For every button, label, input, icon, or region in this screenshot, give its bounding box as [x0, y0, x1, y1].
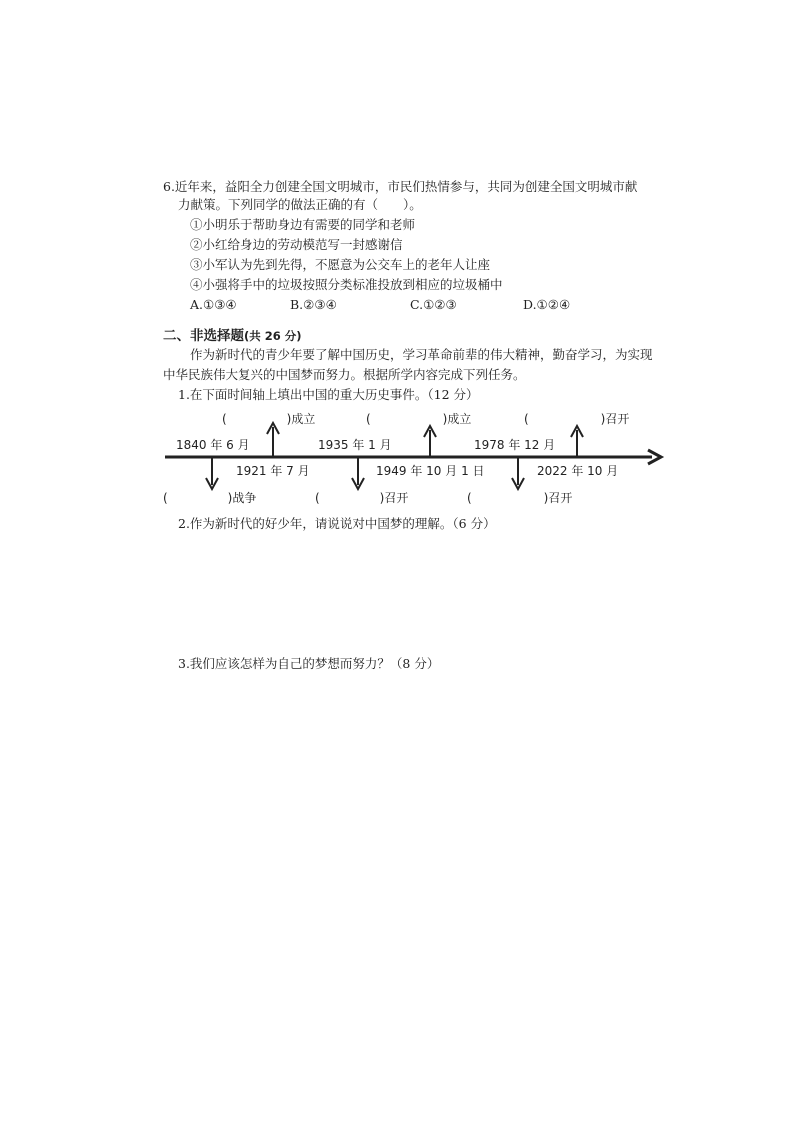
timeline-date-1935: 1935 年 1 月 [318, 438, 392, 452]
q6-stem-line1: 6.近年来，益阳全力创建全国文明城市，市民们热情参与，共同为创建全国文明城市献 [163, 179, 638, 194]
q6-item-4: ④小强将手中的垃圾按照分类标准投放到相应的垃圾桶中 [190, 277, 503, 292]
timeline-top-blank-2: ( )成立 [366, 412, 472, 426]
q6-option-b: B.②③④ [290, 297, 337, 312]
q6-option-d: D.①②④ [523, 297, 571, 312]
timeline-date-1840: 1840 年 6 月 [176, 438, 250, 452]
question-3: 3.我们应该怎样为自己的梦想而努力？（8 分） [178, 656, 440, 671]
timeline-date-1978: 1978 年 12 月 [474, 438, 556, 452]
timeline-date-1921: 1921 年 7 月 [236, 464, 310, 478]
question-1: 1.在下面时间轴上填出中国的重大历史事件。（12 分） [178, 387, 479, 402]
question-2: 2.作为新时代的好少年，请说说对中国梦的理解。（6 分） [178, 516, 496, 531]
timeline-bottom-blank-1: ( )战争 [163, 491, 257, 505]
q6-item-3: ③小军认为先到先得，不愿意为公交车上的老年人让座 [190, 257, 491, 272]
section2-intro-line2: 中华民族伟大复兴的中国梦而努力。根据所学内容完成下列任务。 [163, 367, 526, 382]
q6-item-1: ①小明乐于帮助身边有需要的同学和老师 [190, 217, 416, 232]
timeline-bottom-blank-2: ( )召开 [315, 491, 409, 505]
timeline-date-2022: 2022 年 10 月 [537, 464, 619, 478]
q6-option-a: A.①③④ [190, 297, 237, 312]
timeline-top-blank-3: ( )召开 [524, 412, 630, 426]
q6-stem-line2: 力献策。下列同学的做法正确的有（ ）。 [178, 197, 422, 212]
timeline-date-1949: 1949 年 10 月 1 日 [376, 464, 485, 478]
timeline-bottom-blank-3: ( )召开 [467, 491, 573, 505]
section2-intro-line1: 作为新时代的青少年要了解中国历史，学习革命前辈的伟大精神，勤奋学习，为实现 [190, 347, 653, 362]
q6-option-c: C.①②③ [410, 297, 457, 312]
section2-score: (共 26 分) [244, 329, 302, 343]
q6-item-2: ②小红给身边的劳动模范写一封感谢信 [190, 237, 403, 252]
timeline-top-blank-1: ( )成立 [222, 412, 316, 426]
section2-title: 二、非选择题 [163, 328, 244, 344]
